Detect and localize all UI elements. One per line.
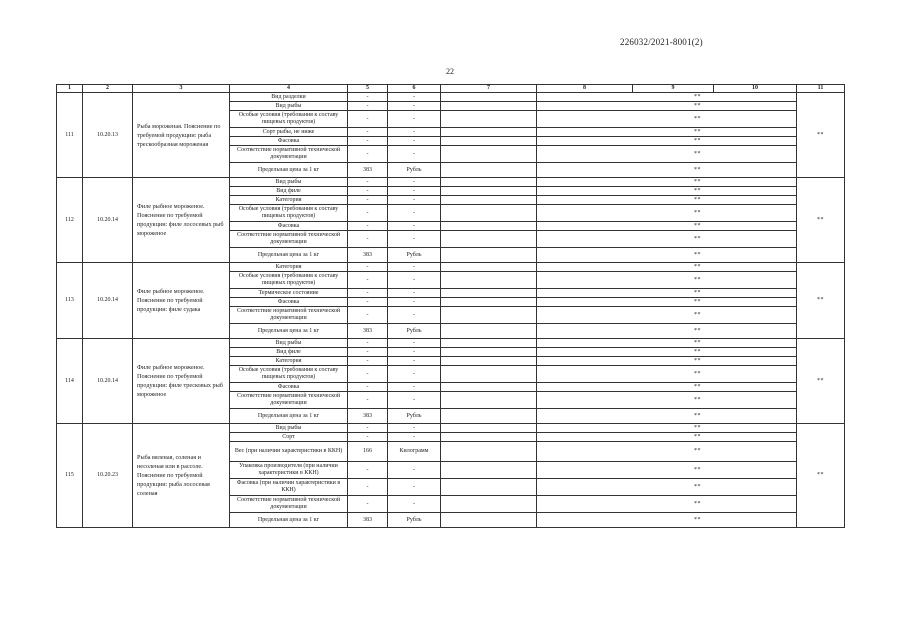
column-8-mark: ** [537,366,797,383]
unit-of-measure: - [388,178,441,187]
characteristic-name: Сорт [230,433,348,442]
column-7-cell [441,187,537,196]
column-8-mark: ** [537,307,797,324]
characteristic-value: - [348,348,388,357]
characteristic-value: 383 [348,248,388,263]
characteristic-value: - [348,307,388,324]
characteristic-value: - [348,205,388,222]
characteristic-name: Особые условия (требования к составу пищевых продуктов) [230,111,348,128]
unit-of-measure: - [388,424,441,433]
characteristic-name: Вид рыбы [230,102,348,111]
item-number: 115 [57,424,83,528]
characteristic-name: Категория [230,357,348,366]
table-body [57,85,845,528]
column-7-cell [441,409,537,424]
column-7-cell [441,442,537,462]
okpd2-code: 10.20.14 [83,339,133,424]
characteristic-value: - [348,263,388,272]
characteristic-value: - [348,424,388,433]
unit-of-measure: - [388,272,441,289]
characteristic-name: Вид филе [230,187,348,196]
table-row [57,93,845,102]
characteristic-name: Вид филе [230,348,348,357]
characteristic-name: Вид рыбы [230,339,348,348]
column-11-mark: ** [797,424,845,528]
column-number-1: 1 [57,85,83,93]
characteristic-value: - [348,496,388,513]
characteristic-value: - [348,479,388,496]
characteristic-name: Соответствие нормативной технической документации [230,146,348,163]
column-7-cell [441,392,537,409]
column-number-9: 9 [633,85,714,93]
unit-of-measure: - [388,111,441,128]
column-7-cell [441,324,537,339]
characteristic-name: Фасовка [230,137,348,146]
column-8-mark: ** [537,137,797,146]
column-number-2: 2 [83,85,133,93]
column-8-mark: ** [537,462,797,479]
characteristic-name: Категория [230,196,348,205]
column-7-cell [441,146,537,163]
characteristic-value: - [348,462,388,479]
column-7-cell [441,248,537,263]
column-8-mark: ** [537,339,797,348]
okpd2-code: 10.20.14 [83,263,133,339]
column-number-3: 3 [133,85,230,93]
characteristic-name: Вид рыбы [230,178,348,187]
unit-of-measure: - [388,392,441,409]
column-8-mark: ** [537,205,797,222]
unit-of-measure: - [388,187,441,196]
characteristic-value: - [348,339,388,348]
table-row [57,178,845,187]
unit-of-measure: - [388,93,441,102]
characteristic-value: - [348,366,388,383]
column-7-cell [441,357,537,366]
column-7-cell [441,424,537,433]
unit-of-measure: - [388,146,441,163]
unit-of-measure: - [388,205,441,222]
item-name: Рыба вяленая, соленая и несоленая или в рассоле. Пояснение по требуемой продукции: рыба лососевая соленая [133,424,230,528]
column-8-mark: ** [537,442,797,462]
item-name: Филе рыбное мороженое. Пояснение по требуемой продукции: филе лососевых рыб мороженое [133,178,230,263]
unit-of-measure: - [388,137,441,146]
characteristic-value: 383 [348,513,388,528]
column-8-mark: ** [537,187,797,196]
column-number-11: 11 [797,85,845,93]
item-number: 113 [57,263,83,339]
characteristic-name: Сорт рыбы, не ниже [230,128,348,137]
column-8-mark: ** [537,357,797,366]
characteristic-name: Фасовка (при наличии характеристики в ККН) [230,479,348,496]
column-8-mark: ** [537,111,797,128]
column-8-mark: ** [537,263,797,272]
column-8-mark: ** [537,178,797,187]
characteristic-value: - [348,433,388,442]
characteristic-name: Особые условия (требования к составу пищевых продуктов) [230,205,348,222]
unit-of-measure: - [388,222,441,231]
characteristic-name: Термическое состояние [230,289,348,298]
column-8-mark: ** [537,433,797,442]
unit-of-measure: - [388,307,441,324]
column-8-mark: ** [537,298,797,307]
characteristic-value: - [348,93,388,102]
item-name: Рыба мороженая. Пояснение по требуемой продукции: рыба трескообразная мороженая [133,93,230,178]
table-row [57,339,845,348]
column-8-mark: ** [537,128,797,137]
unit-of-measure: - [388,128,441,137]
unit-of-measure: - [388,289,441,298]
characteristic-name: Фасовка [230,222,348,231]
column-7-cell [441,163,537,178]
column-8-mark: ** [537,392,797,409]
column-8-mark: ** [537,289,797,298]
column-7-cell [441,178,537,187]
column-7-cell [441,513,537,528]
column-7-cell [441,383,537,392]
characteristic-name: Особые условия (требования к составу пищевых продуктов) [230,272,348,289]
characteristic-name: Вес (при наличии характеристики в ККН) [230,442,348,462]
column-11-mark: ** [797,263,845,339]
column-number-header [57,85,845,93]
column-7-cell [441,289,537,298]
column-7-cell [441,196,537,205]
column-11-mark: ** [797,178,845,263]
item-name: Филе рыбное мороженое. Пояснение по требуемой продукции: филе тресковых рыб мороженое [133,339,230,424]
column-number-5: 5 [348,85,388,93]
column-8-mark: ** [537,222,797,231]
unit-of-measure: - [388,263,441,272]
column-8-mark: ** [537,196,797,205]
item-number: 112 [57,178,83,263]
characteristic-name: Фасовка [230,298,348,307]
column-11-mark: ** [797,339,845,424]
column-7-cell [441,348,537,357]
okpd2-code: 10.20.14 [83,178,133,263]
characteristic-name: Предельная цена за 1 кг [230,513,348,528]
characteristic-value: - [348,231,388,248]
column-7-cell [441,231,537,248]
item-number: 114 [57,339,83,424]
characteristic-value: - [348,102,388,111]
characteristic-value: - [348,289,388,298]
item-name: Филе рыбное мороженое. Пояснение по требуемой продукции: филе судака [133,263,230,339]
characteristic-value: - [348,392,388,409]
characteristic-value: - [348,146,388,163]
specification-table [56,84,845,528]
table-row [57,424,845,433]
characteristic-value: - [348,137,388,146]
column-7-cell [441,339,537,348]
unit-of-measure: - [388,433,441,442]
okpd2-code: 10.20.23 [83,424,133,528]
unit-of-measure: Рубль [388,248,441,263]
characteristic-value: 383 [348,324,388,339]
unit-of-measure: Килограмм [388,442,441,462]
unit-of-measure: Рубль [388,163,441,178]
characteristic-name: Вид разделки [230,93,348,102]
column-8-mark: ** [537,163,797,178]
characteristic-value: 166 [348,442,388,462]
characteristic-name: Вид рыбы [230,424,348,433]
column-7-cell [441,272,537,289]
column-8-mark: ** [537,348,797,357]
unit-of-measure: - [388,196,441,205]
okpd2-code: 10.20.13 [83,93,133,178]
column-8-mark: ** [537,102,797,111]
column-8-mark: ** [537,146,797,163]
column-7-cell [441,298,537,307]
column-7-cell [441,93,537,102]
column-8-mark: ** [537,248,797,263]
column-8-mark: ** [537,231,797,248]
unit-of-measure: - [388,479,441,496]
unit-of-measure: - [388,357,441,366]
column-8-mark: ** [537,513,797,528]
characteristic-value: - [348,222,388,231]
characteristic-value: - [348,272,388,289]
unit-of-measure: - [388,383,441,392]
column-8-mark: ** [537,479,797,496]
column-7-cell [441,128,537,137]
column-8-mark: ** [537,409,797,424]
column-number-4: 4 [230,85,348,93]
column-11-mark: ** [797,93,845,178]
column-7-cell [441,307,537,324]
column-number-7: 7 [441,85,537,93]
column-7-cell [441,263,537,272]
characteristic-value: - [348,178,388,187]
document-number: 226032/2021-8001(2) [620,37,703,47]
unit-of-measure: Рубль [388,409,441,424]
characteristic-name: Упаковка производителя (при наличии характеристики в ККН) [230,462,348,479]
column-7-cell [441,102,537,111]
characteristic-name: Предельная цена за 1 кг [230,248,348,263]
table-row [57,263,845,272]
characteristic-value: - [348,383,388,392]
characteristic-name: Категория [230,263,348,272]
characteristic-value: 383 [348,409,388,424]
unit-of-measure: - [388,366,441,383]
characteristic-value: - [348,298,388,307]
unit-of-measure: - [388,348,441,357]
column-8-mark: ** [537,496,797,513]
unit-of-measure: - [388,102,441,111]
unit-of-measure: Рубль [388,513,441,528]
column-8-mark: ** [537,93,797,102]
characteristic-name: Предельная цена за 1 кг [230,324,348,339]
characteristic-name: Особые условия (требования к составу пищевых продуктов) [230,366,348,383]
column-8-mark: ** [537,383,797,392]
column-7-cell [441,222,537,231]
characteristic-name: Соответствие нормативной технической документации [230,496,348,513]
column-8-mark: ** [537,424,797,433]
page-number: 22 [446,67,454,76]
unit-of-measure: - [388,298,441,307]
characteristic-value: - [348,196,388,205]
characteristic-value: - [348,187,388,196]
characteristic-value: - [348,111,388,128]
characteristic-value: - [348,357,388,366]
column-7-cell [441,496,537,513]
characteristic-name: Фасовка [230,383,348,392]
characteristic-value: 383 [348,163,388,178]
column-7-cell [441,137,537,146]
column-number-8: 8 [537,85,633,93]
unit-of-measure: - [388,462,441,479]
column-7-cell [441,205,537,222]
characteristic-name: Соответствие нормативной технической документации [230,307,348,324]
characteristic-name: Предельная цена за 1 кг [230,163,348,178]
column-7-cell [441,433,537,442]
column-7-cell [441,366,537,383]
characteristic-name: Соответствие нормативной технической документации [230,392,348,409]
column-7-cell [441,462,537,479]
column-number-10: 10 [714,85,797,93]
characteristic-name: Предельная цена за 1 кг [230,409,348,424]
column-7-cell [441,111,537,128]
unit-of-measure: - [388,496,441,513]
item-number: 111 [57,93,83,178]
column-7-cell [441,479,537,496]
characteristic-name: Соответствие нормативной технической документации [230,231,348,248]
column-8-mark: ** [537,324,797,339]
column-8-mark: ** [537,272,797,289]
unit-of-measure: Рубль [388,324,441,339]
unit-of-measure: - [388,231,441,248]
column-number-6: 6 [388,85,441,93]
characteristic-value: - [348,128,388,137]
unit-of-measure: - [388,339,441,348]
